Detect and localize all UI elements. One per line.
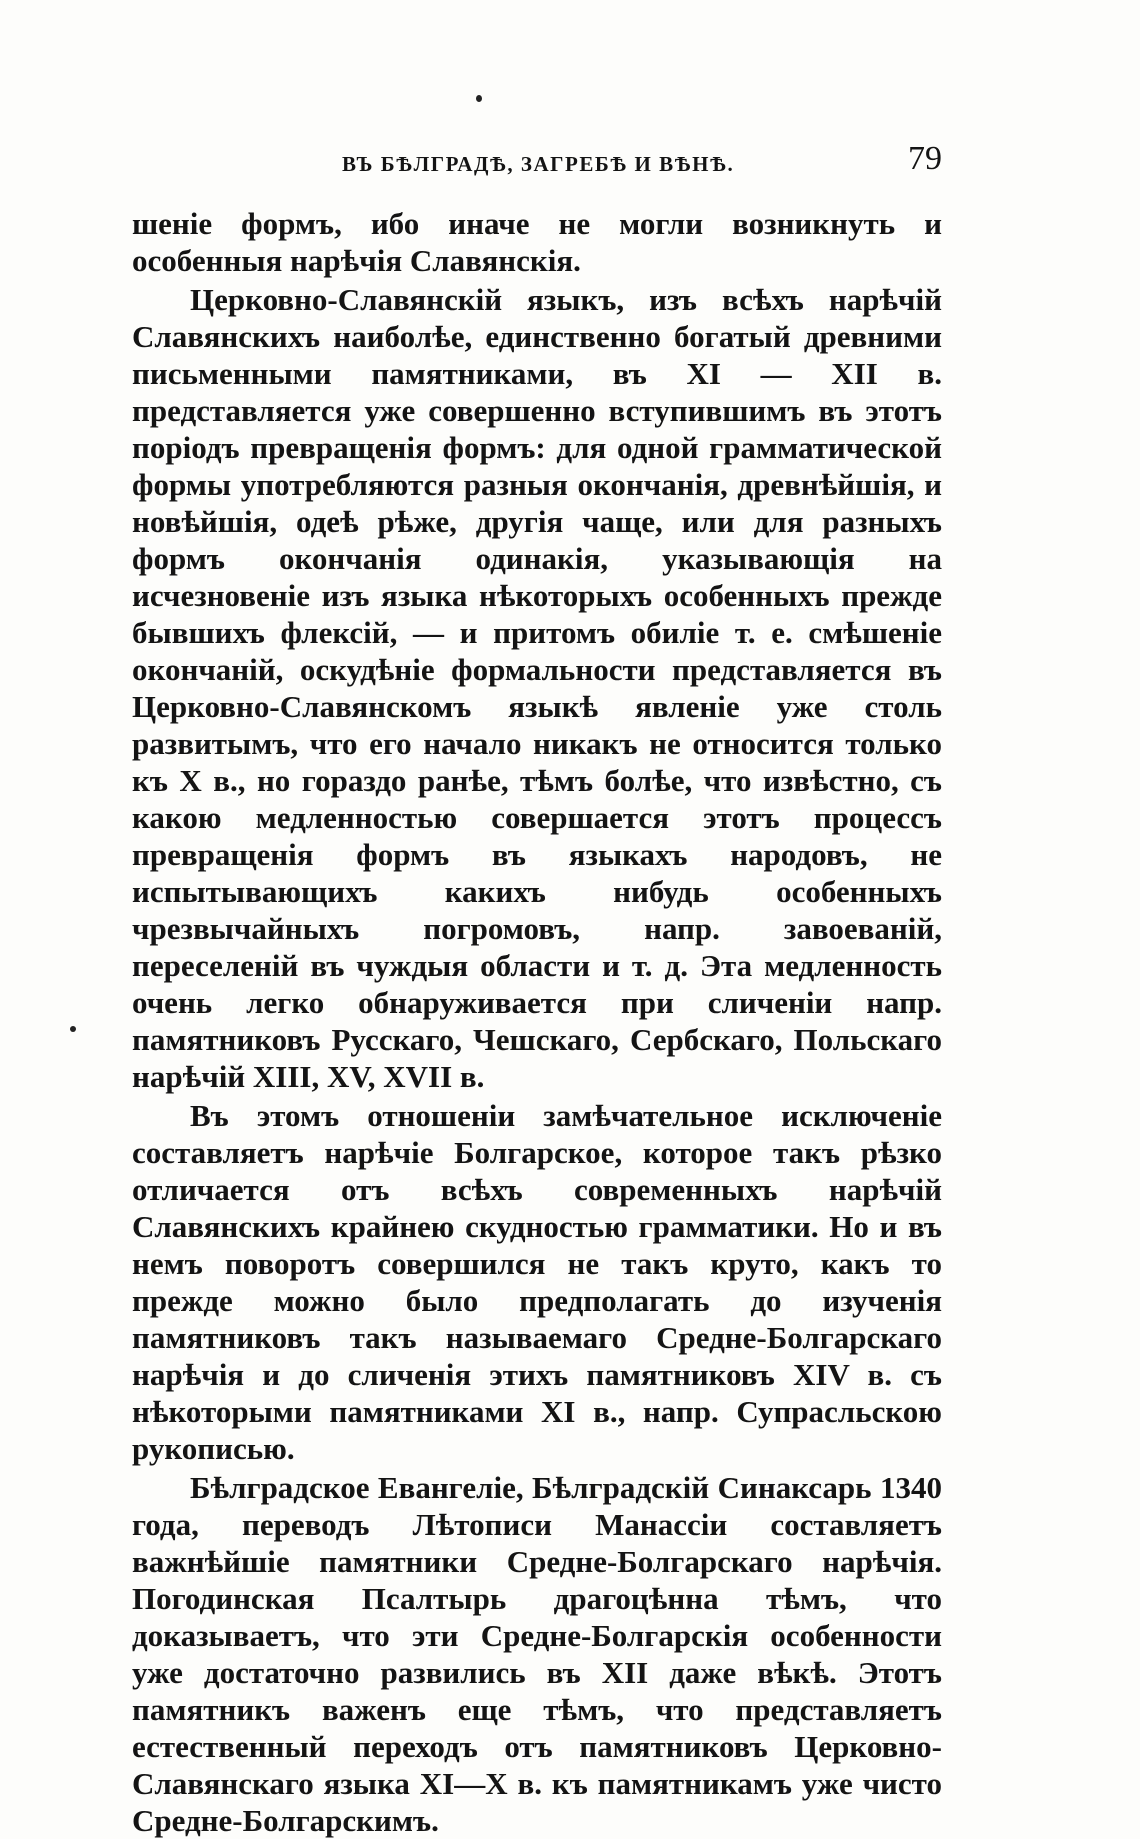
running-title: ВЪ БѢЛГРАДѢ, ЗАГРЕБѢ И ВѢНѢ.	[342, 152, 735, 176]
page-number: 79	[908, 140, 942, 177]
paragraph: Бѣлградское Евангеліе, Бѣлградскій Синаксарь 1340 года, переводъ Лѣтописи Манассіи составляетъ важнѣйшіе памятники Средне-Болгарскаго нарѣчія. Погодинская Псалтырь драгоцѣнна тѣмъ, что доказываетъ, что эти Средне-Болгарскія особенности уже достаточно развились въ XII даже вѣкѣ. Этотъ памятникъ важенъ еще тѣмъ, что представляетъ естественный переходъ отъ памятниковъ Церковно-Славянскаго языка XI—X в. къ памятникамъ уже чисто Средне-Болгарскимъ.	[132, 1470, 942, 1838]
body-text	[132, 205, 942, 1839]
running-header	[132, 140, 942, 190]
ink-speck	[70, 1026, 76, 1032]
paragraph-continued: шеніе формъ, ибо иначе не могли возникнуть и особенныя нарѣчія Славянскія.	[132, 206, 942, 278]
ink-speck	[476, 95, 482, 102]
paragraph: Въ этомъ отношеніи замѣчательное исключеніе составляетъ нарѣчіе Болгарское, которое такъ рѣзко отличается отъ всѣхъ современныхъ нарѣчій Славянскихъ крайнею скудностью грамматики. Но и въ немъ поворотъ совершился не такъ круто, какъ то прежде можно было предполагать до изученія памятниковъ такъ называемаго Средне-Болгарскаго нарѣчія и до сличенія этихъ памятниковъ XIV в. съ нѣкоторыми памятниками XI в., напр. Супрасльскою рукописью.	[132, 1098, 942, 1466]
paragraph: Церковно-Славянскій языкъ, изъ всѣхъ нарѣчій Славянскихъ наиболѣе, единственно богатый древними письменными памятниками, въ XI — XII в. представляется уже совершенно вступившимъ въ этотъ поріодъ превращенія формъ: для одной грамматической формы употребляются разныя окончанія, древнѣйшія, и новѣйшія, одеѣ рѣже, другія чаще, или для разныхъ формъ окончанія одинакія, указывающія на исчезновеніе изъ языка нѣкоторыхъ особенныхъ прежде бывшихъ флексій, — и притомъ обиліе т. е. смѣшеніе окончаній, оскудѣніе формальности представляется въ Церковно-Славянскомъ языкѣ явленіе уже столь развитымъ, что его начало никакъ не относится только къ X в., но гораздо ранѣе, тѣмъ болѣе, что извѣстно, съ какою медленностью совершается этотъ процессъ превращенія формъ въ языкахъ народовъ, не испытывающихъ какихъ нибудь особенныхъ чрезвычайныхъ погромовъ, напр. завоеваній, переселеній въ чуждыя области и т. д. Эта медленность очень легко обнаруживается при сличеніи напр. памятниковъ Русскаго, Чешскаго, Сербскаго, Польскаго нарѣчій XIII, XV, XVII в.	[132, 282, 942, 1094]
